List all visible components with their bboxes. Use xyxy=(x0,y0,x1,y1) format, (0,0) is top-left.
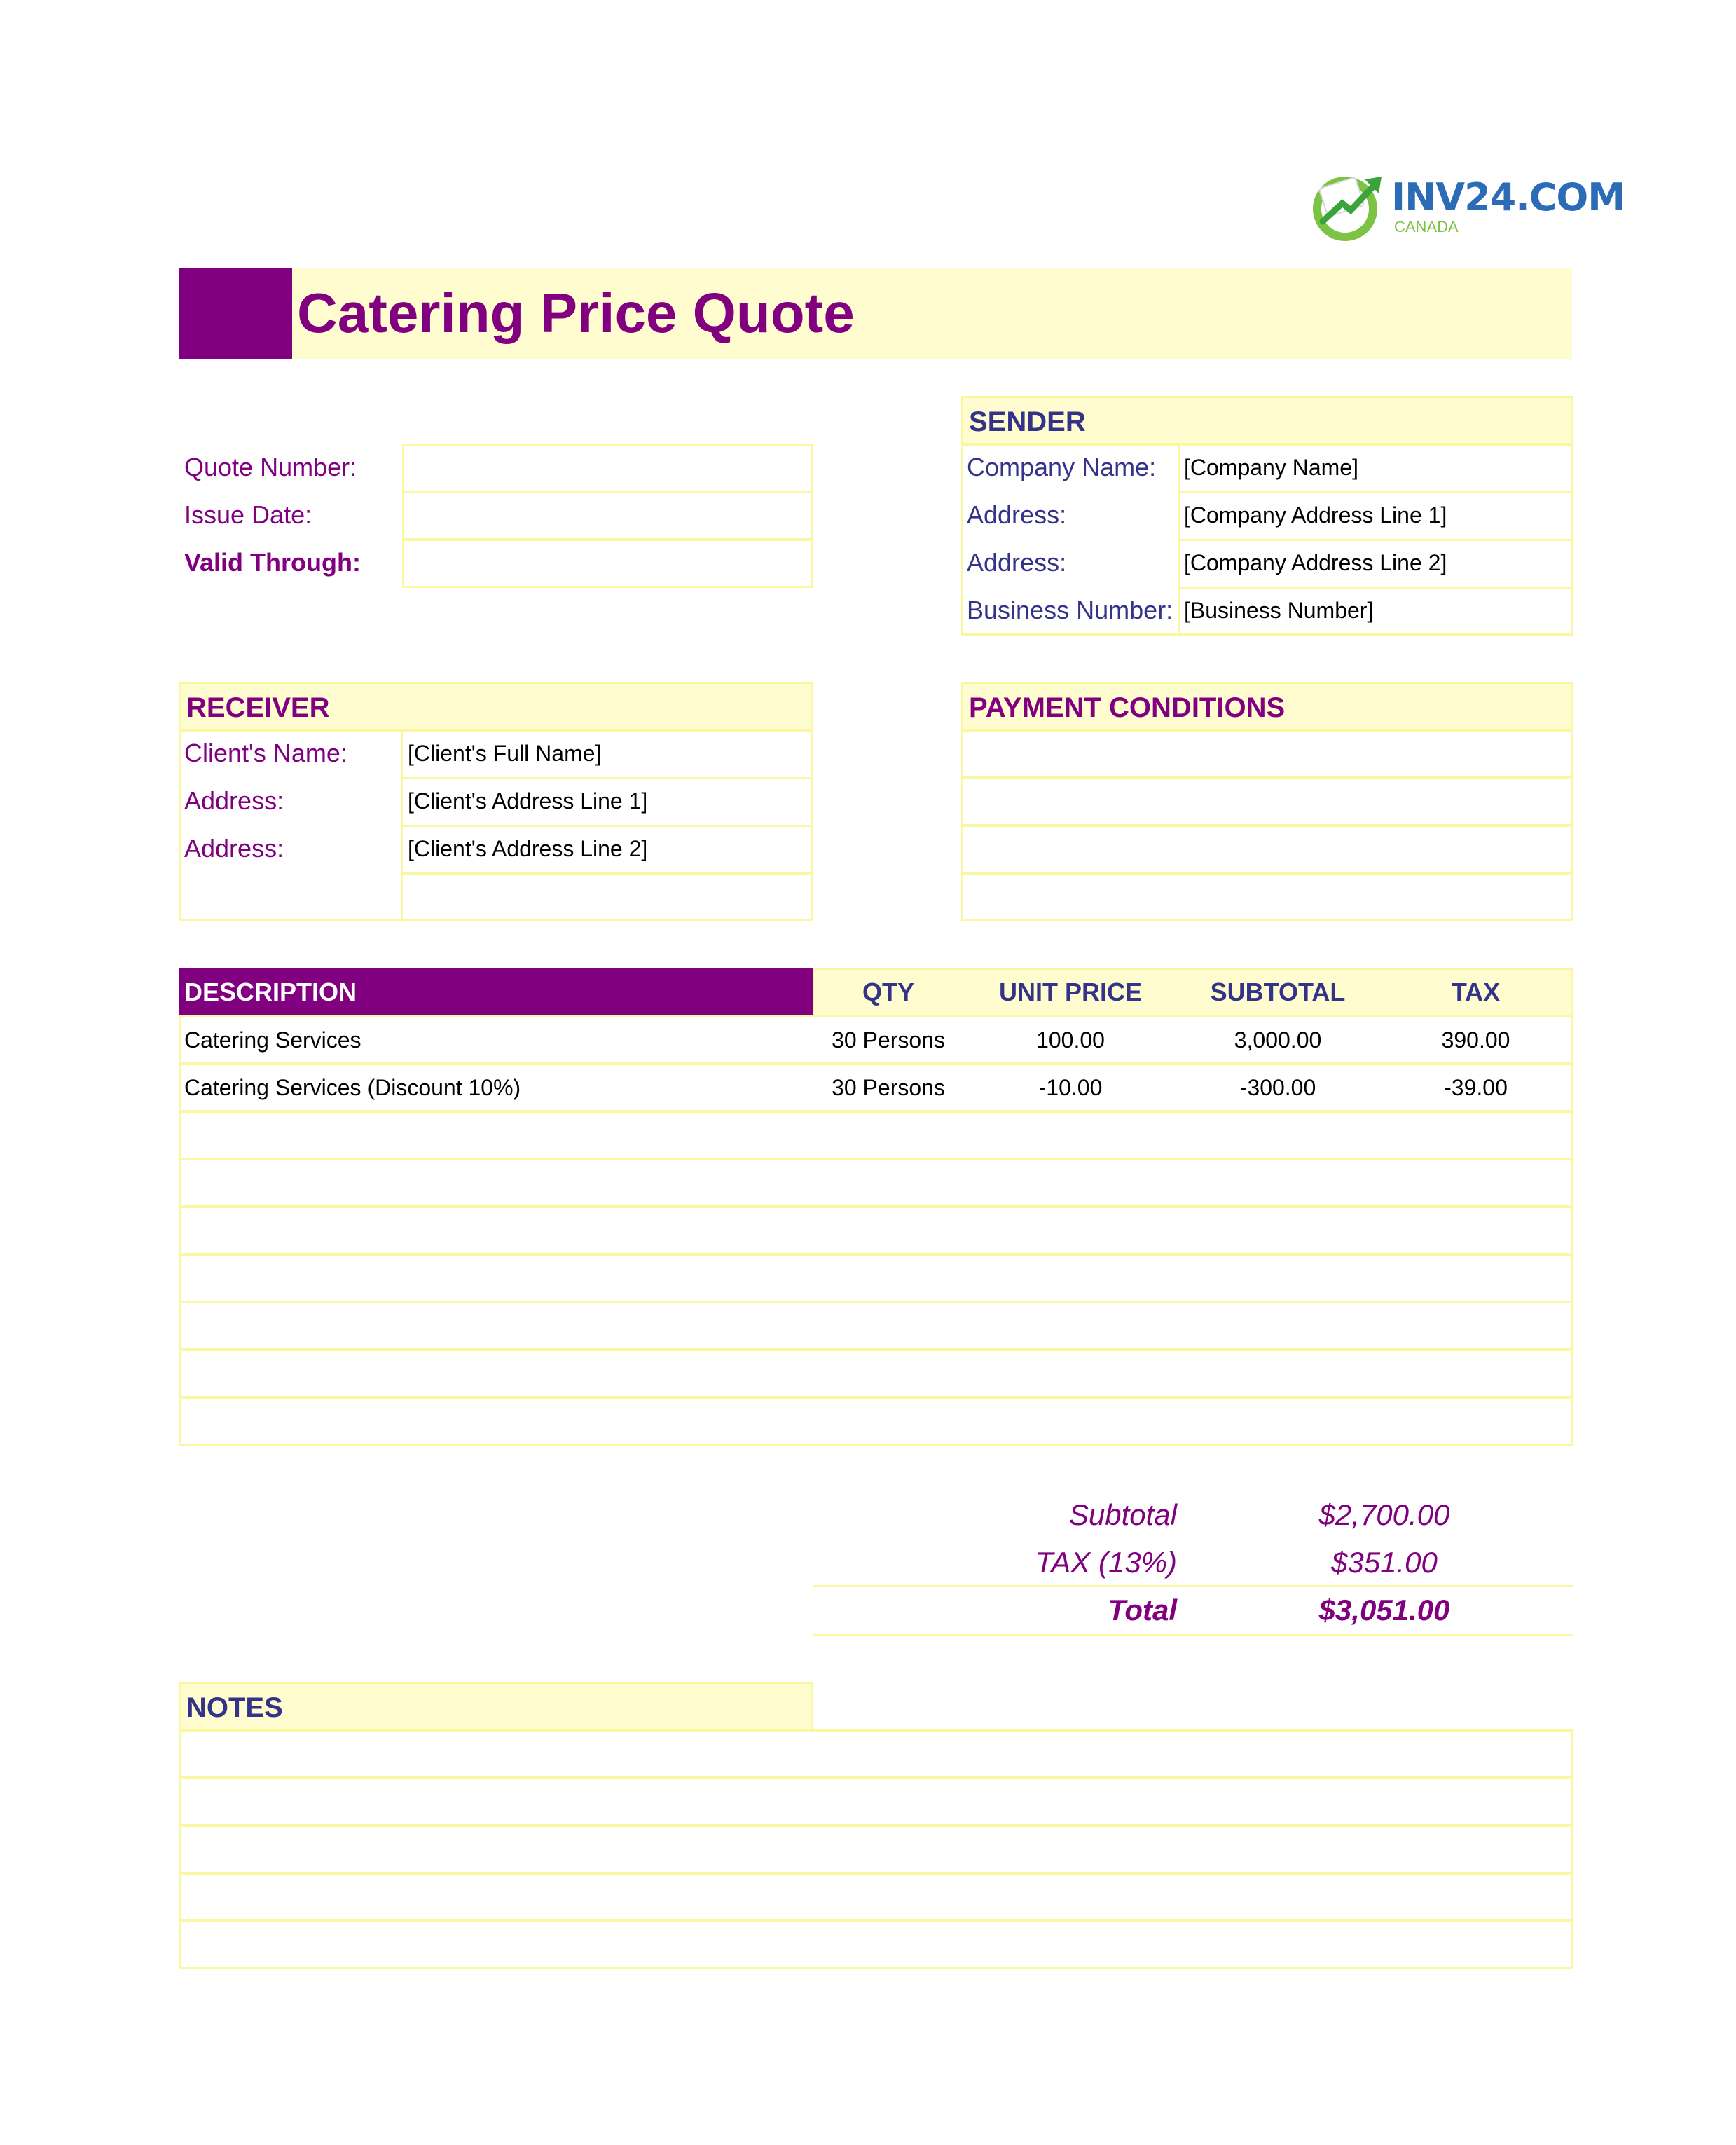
table-row[interactable] xyxy=(179,1349,1573,1398)
row2-qty: 30 Persons xyxy=(832,1075,945,1100)
quote-number-label: Quote Number: xyxy=(184,453,357,481)
issue-date-label: Issue Date: xyxy=(184,500,312,529)
subtotal-value: $2,700.00 xyxy=(1318,1498,1450,1531)
total-value: $3,051.00 xyxy=(1318,1594,1450,1626)
table-row[interactable] xyxy=(179,1397,1573,1446)
receiver-address1-value[interactable]: [Client's Address Line 1] xyxy=(408,788,648,814)
row2-unit-price: -10.00 xyxy=(1038,1075,1103,1100)
title-accent xyxy=(179,268,292,359)
sender-company-value[interactable]: [Company Name] xyxy=(1184,455,1358,480)
logo-icon xyxy=(1309,167,1386,244)
logo xyxy=(1309,167,1625,244)
payment-row[interactable] xyxy=(961,825,1573,874)
notes-row[interactable] xyxy=(179,1920,1573,1969)
row1-tax: 390.00 xyxy=(1441,1027,1510,1053)
total-line xyxy=(813,1634,1573,1636)
sender-address1-label: Address: xyxy=(967,500,1067,529)
payment-row[interactable] xyxy=(961,777,1573,826)
row1-qty: 30 Persons xyxy=(832,1027,945,1053)
valid-through-field[interactable] xyxy=(402,539,813,588)
table-row[interactable] xyxy=(179,1158,1573,1207)
row1-description: Catering Services xyxy=(184,1027,361,1053)
logo-name: INV24.COM xyxy=(1391,175,1625,219)
receiver-row-line xyxy=(401,872,813,875)
valid-through-label: Valid Through: xyxy=(184,548,361,577)
receiver-address2-label: Address: xyxy=(184,834,284,863)
sender-heading: SENDER xyxy=(961,396,1573,445)
table-row[interactable] xyxy=(179,1254,1573,1303)
sender-address1-value[interactable]: [Company Address Line 1] xyxy=(1184,502,1447,528)
notes-row[interactable] xyxy=(179,1729,1573,1779)
tax-value: $351.00 xyxy=(1331,1546,1438,1579)
receiver-address1-label: Address: xyxy=(184,786,284,815)
sender-business-value[interactable]: [Business Number] xyxy=(1184,598,1374,623)
total-label: Total xyxy=(1108,1594,1177,1626)
notes-row[interactable] xyxy=(179,1872,1573,1921)
notes-heading: NOTES xyxy=(179,1682,813,1731)
payment-heading: PAYMENT CONDITIONS xyxy=(961,682,1573,731)
subtotal-header: SUBTOTAL xyxy=(1210,978,1346,1006)
row2-tax: -39.00 xyxy=(1444,1075,1508,1100)
quote-number-field[interactable] xyxy=(402,444,813,493)
sender-address2-value[interactable]: [Company Address Line 2] xyxy=(1184,550,1447,575)
logo-sub: CANADA xyxy=(1394,218,1459,235)
row1-subtotal: 3,000.00 xyxy=(1234,1027,1322,1053)
table-row[interactable] xyxy=(179,1301,1573,1350)
description-header: DESCRIPTION xyxy=(179,968,813,1017)
issue-date-field[interactable] xyxy=(402,491,813,540)
sender-company-label: Company Name: xyxy=(967,453,1157,481)
tax-header: TAX xyxy=(1451,978,1501,1006)
notes-row[interactable] xyxy=(179,1825,1573,1874)
row2-subtotal: -300.00 xyxy=(1239,1075,1316,1100)
receiver-address2-value[interactable]: [Client's Address Line 2] xyxy=(408,836,648,861)
unit-price-header: UNIT PRICE xyxy=(998,978,1142,1006)
qty-header: QTY xyxy=(862,978,914,1006)
row1-unit-price: 100.00 xyxy=(1036,1027,1105,1053)
payment-row[interactable] xyxy=(961,872,1573,921)
table-row[interactable] xyxy=(179,1206,1573,1255)
tax-label: TAX (13%) xyxy=(1035,1546,1177,1579)
receiver-name-label: Client's Name: xyxy=(184,739,347,767)
subtotal-label: Subtotal xyxy=(1068,1498,1177,1531)
receiver-heading: RECEIVER xyxy=(179,682,813,731)
sender-address2-label: Address: xyxy=(967,548,1067,577)
payment-row[interactable] xyxy=(961,729,1573,779)
notes-row[interactable] xyxy=(179,1777,1573,1826)
table-row[interactable] xyxy=(179,1111,1573,1160)
sender-business-label: Business Number: xyxy=(967,596,1173,624)
row2-description: Catering Services (Discount 10%) xyxy=(184,1075,521,1100)
receiver-name-value[interactable]: [Client's Full Name] xyxy=(408,741,602,766)
page-title: Catering Price Quote xyxy=(297,282,855,344)
